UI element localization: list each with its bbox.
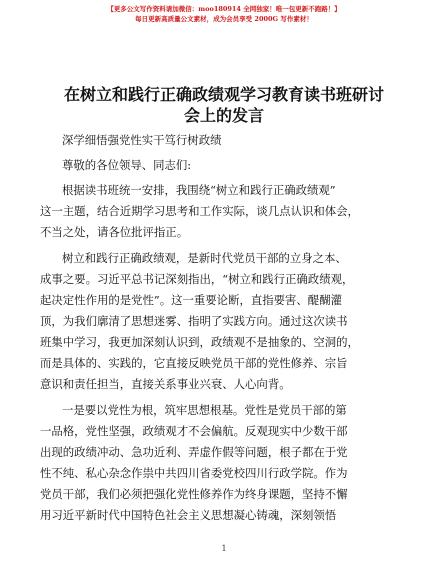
salutation: 尊敬的各位领导、同志们:: [62, 158, 192, 172]
document-title: [20, 84, 428, 126]
paragraph-line: 班集中学习，我更加深刻认识到，政绩观不是抽象的、空洞的，: [40, 335, 359, 349]
paragraph-line: 树立和践行正确政绩观，是新时代党员干部的立身之本、: [62, 251, 347, 265]
paragraph-line: 起决定性作用的是党性”。这一重要论断，直指要害、醍醐灌: [40, 293, 342, 307]
paragraph-line: 出现的政绩冲动、急功近利、弄虚作假等问题，根子都在于党: [40, 445, 348, 459]
promo-line-2: 每日更新高质量公文素材，成为会员享受 2000G 写作素材！: [135, 15, 313, 23]
title-line-1: 在树立和践行正确政绩观学习教育读书班研讨: [63, 85, 384, 104]
title-line-2: 会上的发言: [183, 106, 264, 125]
page-number: 1: [221, 544, 227, 553]
paragraph-line: 党员干部，我们必须把强化党性修养作为终身课题，坚持不懈: [40, 487, 348, 501]
paragraph-line: 性不纯、私心杂念作祟中共四川省委党校四川行政学院。作为: [40, 466, 348, 480]
promo-banner: [0, 4, 448, 24]
paragraph-line: 不当之处，请各位批评指正。: [40, 225, 189, 239]
subtitle: 深学细悟强党性实干笃行树政绩: [62, 133, 222, 147]
paragraph-line: 而是具体的、实践的，它直接反映党员干部的党性修养、宗旨: [40, 356, 348, 370]
paragraph-line: 顶，为我们廓清了思想迷雾、指明了实践方向。通过这次读书: [40, 314, 348, 328]
paragraph-line: 一品格，党性坚强，政绩观才不会偏航。反观现实中少数干部: [40, 424, 348, 438]
paragraph-line: 用习近平新时代中国特色社会主义思想凝心铸魂，深刻领悟: [40, 508, 337, 522]
paragraph-line: 成事之要。习近平总书记深刻指出，“树立和践行正确政绩观，: [40, 272, 354, 286]
paragraph-line: 这一主题，结合近期学习思考和工作实际，谈几点认识和体会，: [40, 204, 359, 218]
promo-line-1: 【更多公文写作资料请加微信：moo180914 全网独家！唯一包更新不跑路！】: [107, 5, 341, 13]
paragraph-line: 一是要以党性为根，筑牢思想根基。党性是党员干部的第: [62, 403, 347, 417]
paragraph-line: 根据读书班统一安排，我围绕“树立和践行正确政绩观”: [62, 183, 336, 197]
paragraph-line: 意识和责任担当，直接关系事业兴衰、人心向背。: [40, 377, 291, 391]
